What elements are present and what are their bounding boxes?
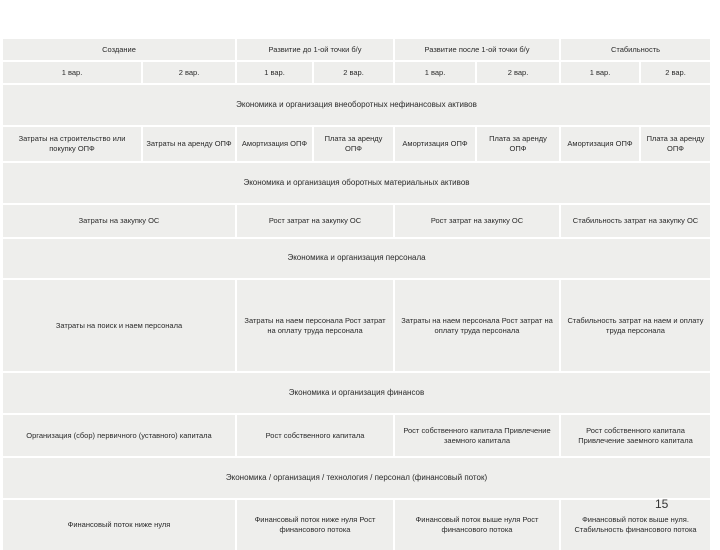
variant-cell: 2 вар. [641,62,710,83]
table-cell: Рост затрат на закупку ОС [237,205,393,237]
section-title-finance: Экономика и организация финансов [3,373,710,413]
table-cell: Рост собственного капитала [237,415,393,456]
table-cell: Затраты на строительство или покупку ОПФ [3,127,141,161]
table-cell: Плата за аренду ОПФ [477,127,559,161]
table-cell: Стабильность затрат на наем и оплату труда персонала [561,280,710,371]
variant-cell: 1 вар. [237,62,312,83]
table-cell: Рост собственного капитала Привлечение заемного капитала [395,415,559,456]
header-development-after: Развитие после 1-ой точки б/у [395,39,559,60]
table-cell: Затраты на поиск и наем персонала [3,280,235,371]
variant-cell: 1 вар. [395,62,475,83]
table-cell: Финансовый поток ниже нуля Рост финансового потока [237,500,393,550]
table-cell: Затраты на закупку ОС [3,205,235,237]
section-title-cash-flow: Экономика / организация / технология / персонал (финансовый поток) [3,458,710,498]
table-cell: Амортизация ОПФ [237,127,312,161]
section-title-current-assets: Экономика и организация оборотных материальных активов [3,163,710,203]
table-cell: Организация (сбор) первичного (уставного) капитала [3,415,235,456]
header-stability: Стабильность [561,39,710,60]
page-number: 15 [655,497,669,511]
table-cell: Плата за аренду ОПФ [314,127,393,161]
header-development-before: Развитие до 1-ой точки б/у [237,39,393,60]
table-cell: Амортизация ОПФ [561,127,639,161]
variant-cell: 1 вар. [561,62,639,83]
table-cell: Финансовый поток выше нуля. Стабильность финансового потока [561,500,710,550]
table-cell: Рост собственного капитала Привлечение заемного капитала [561,415,710,456]
section-title-fixed-assets: Экономика и организация внеоборотных нефинансовых активов [3,85,710,125]
table-cell: Затраты на наем персонала Рост затрат на оплату труда персонала [395,280,559,371]
header-creation: Создание [3,39,235,60]
table-cell: Плата за аренду ОПФ [641,127,710,161]
table-cell: Затраты на аренду ОПФ [143,127,235,161]
table-cell: Стабильность затрат на закупку ОС [561,205,710,237]
table-cell: Финансовый поток ниже нуля [3,500,235,550]
variant-cell: 2 вар. [314,62,393,83]
table-cell: Финансовый поток выше нуля Рост финансового потока [395,500,559,550]
variant-cell: 1 вар. [3,62,141,83]
table-cell: Затраты на наем персонала Рост затрат на оплату труда персонала [237,280,393,371]
variant-cell: 2 вар. [477,62,559,83]
variant-cell: 2 вар. [143,62,235,83]
table-cell: Амортизация ОПФ [395,127,475,161]
section-title-personnel: Экономика и организация персонала [3,239,710,278]
table-cell: Рост затрат на закупку ОС [395,205,559,237]
